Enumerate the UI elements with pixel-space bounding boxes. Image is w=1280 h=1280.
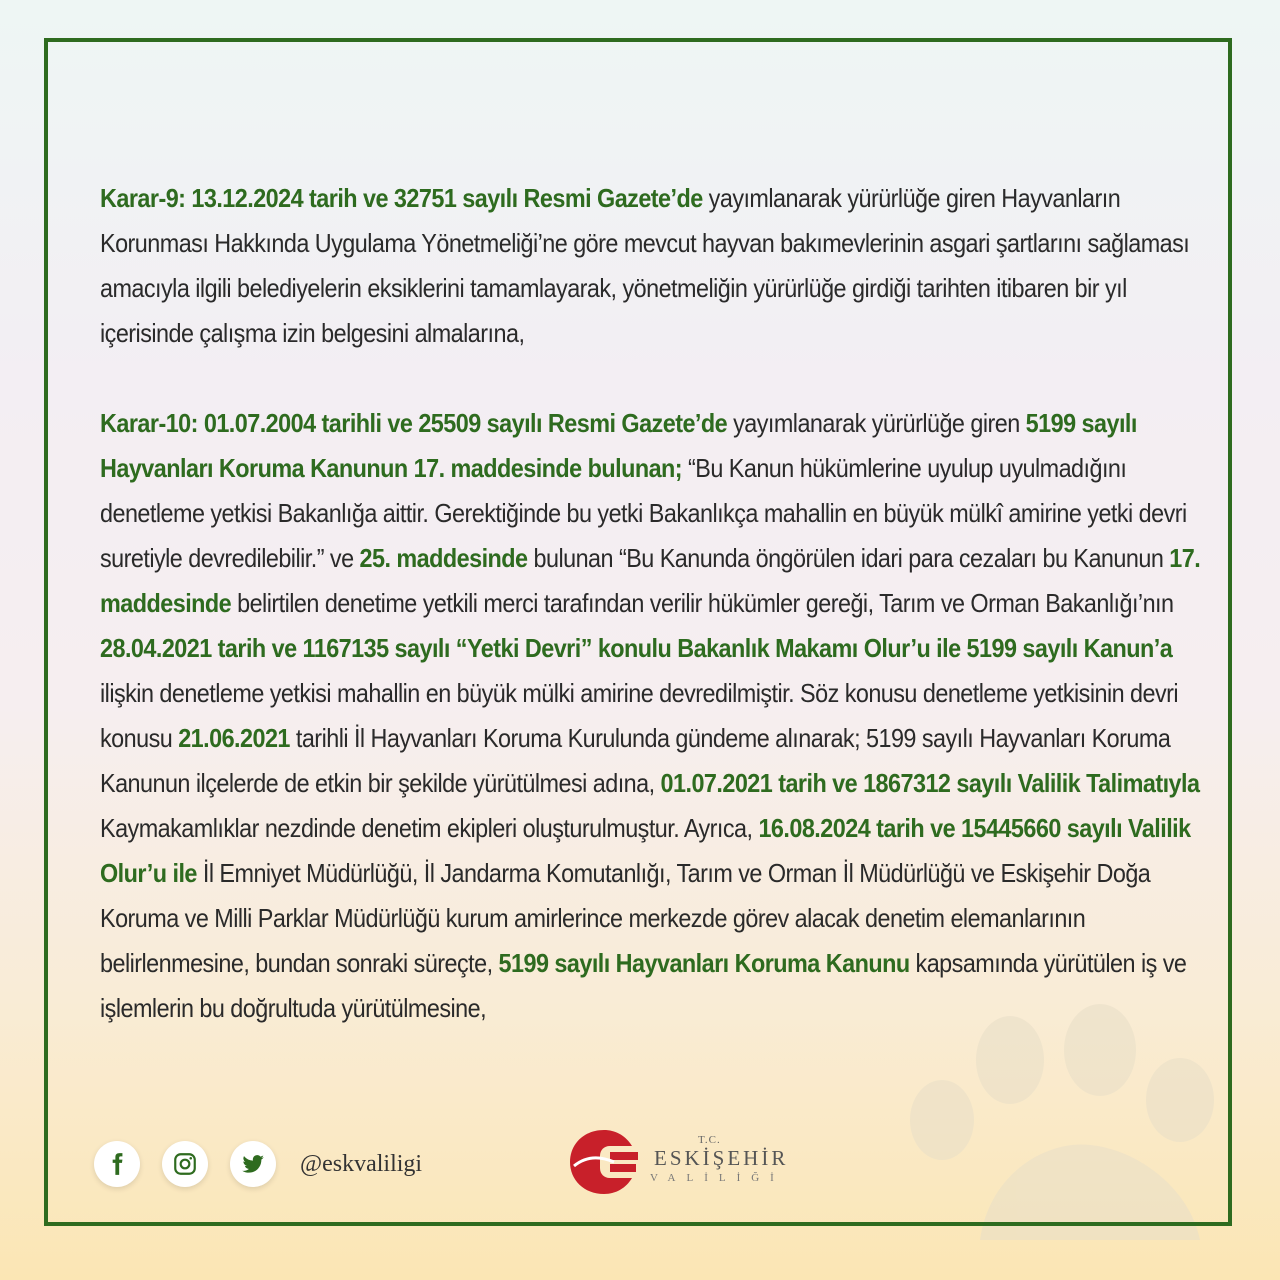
karar-10-heading: Karar-10: 01.07.2004 tarihli ve 25509 sayılı Resmi Gazete’de — [100, 408, 728, 438]
karar-10-text: ilişkin denetleme yetkisi mahallin en büyük mülki amirine devredilmiştir. Söz konusu denetleme yetkisinin devri konusu — [100, 678, 1179, 753]
facebook-icon — [104, 1151, 130, 1177]
karar-10-text: belirtilen denetime yetkili merci tarafından verilir hükümler gereği, Tarım ve Orman Bakanlığı’nın — [231, 588, 1174, 618]
karar-10-highlight: 5199 sayılı Hayvanları Koruma Kanunu — [498, 948, 910, 978]
announcement-text — [100, 176, 1212, 1076]
karar-10-paragraph — [100, 401, 1212, 1031]
karar-10-highlight: 16.08.2024 tarih ve 15445660 sayılı Valilik Olur’u ile — [100, 813, 1191, 888]
karar-9-body: yayımlanarak yürürlüğe giren Hayvanların Korunması Hakkında Uygulama Yönetmeliği’ne göre mevcut hayvan bakımevlerinin asgari şartlarını sağlaması amacıyla ilgili belediyelerin eksiklerini tamamlayarak, yönetmeliğin yürürlüğe girdiği tarihten itibaren bir yıl içerisinde çalışma izin belgesini almalarına, — [100, 183, 1190, 348]
instagram-button[interactable] — [162, 1141, 208, 1187]
karar-10-text: kapsamında yürütülen iş ve işlemlerin bu doğrultuda yürütülmesine, — [100, 948, 1187, 1023]
social-handle[interactable]: @eskvaliligi — [300, 1150, 423, 1177]
karar-10-highlight: 17. maddesinde — [100, 543, 1201, 618]
karar-10-highlight: 5199 sayılı Hayvanları Koruma Kanunun 17. maddesinde bulunan; — [100, 408, 1137, 483]
karar-9-paragraph — [100, 176, 1212, 356]
karar-10-text: “Bu Kanun hükümlerine uyulup uyulmadığını denetleme yetkisi Bakanlığa aittir. Gerektiğinde bu yetki Bakanlıkça mahallin en büyük mülkî amirine yetki devri suretiyle devredilebilir.” ve — [100, 453, 1187, 573]
karar-9-heading: Karar-9: 13.12.2024 tarih ve 32751 sayılı Resmi Gazete’de — [100, 183, 703, 213]
karar-10-highlight: 21.06.2021 — [178, 723, 290, 753]
social-links — [94, 1141, 422, 1187]
valilik-emblem-icon — [566, 1126, 642, 1198]
twitter-button[interactable] — [230, 1141, 276, 1187]
karar-10-highlight: 01.07.2021 tarih ve 1867312 sayılı Valilik Talimatıyla — [660, 768, 1200, 798]
eskisehir-valiligi-logo — [566, 1124, 789, 1204]
logo-name: ESKİŞEHİR — [654, 1146, 789, 1170]
karar-10-text: tarihli İl Hayvanları Koruma Kurulunda gündeme alınarak; 5199 sayılı Hayvanları Koruma Kanunun ilçelerde de etkin bir şekilde yürütülmesi adına, — [100, 723, 1171, 798]
karar-10-highlight: 28.04.2021 tarih ve 1167135 sayılı “Yetki Devri” konulu Bakanlık Makamı Olur’u ile 5199 sayılı Kanun’a — [100, 633, 1173, 663]
karar-10-text: yayımlanarak yürürlüğe giren — [727, 408, 1026, 438]
karar-10-text: Kaymakamlıklar nezdinde denetim ekipleri oluşturulmuştur. Ayrıca, — [100, 813, 759, 843]
twitter-icon — [240, 1151, 266, 1177]
karar-10-highlight: 25. maddesinde — [359, 543, 528, 573]
karar-10-text: İl Emniyet Müdürlüğü, İl Jandarma Komutanlığı, Tarım ve Orman İl Müdürlüğü ve Eskişehir Doğa Koruma ve Milli Parklar Müdürlüğü kurum amirlerince merkezde görev alacak denetim elemanlarının belirlenmesine, bundan sonraki süreçte, — [100, 858, 1151, 978]
logo-tc: T.C. — [698, 1134, 721, 1146]
instagram-icon — [172, 1151, 198, 1177]
logo-sub: VALİLİĞİ — [650, 1172, 785, 1184]
karar-10-text: bulunan “Bu Kanunda öngörülen idari para cezaları bu Kanunun — [527, 543, 1170, 573]
facebook-button[interactable] — [94, 1141, 140, 1187]
